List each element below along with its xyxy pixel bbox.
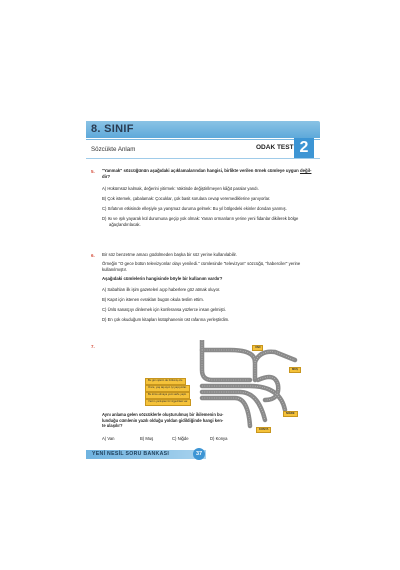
route-sentence-2[interactable]: Önce, yaş taş ayın iyi yapıyorlar. bbox=[145, 385, 190, 392]
question-7-option-d[interactable]: D) Konya bbox=[210, 436, 228, 441]
question-6-option-a[interactable]: A) Sabahları ilk işim gazeteleri açıp haberlere göz atmak oluyor. bbox=[102, 287, 221, 292]
footer-book-title: YENİ NESİL SORU BANKASI bbox=[92, 451, 170, 457]
question-5-option-a[interactable]: A) Hükümsüz kalmak, değerini yitirmek: Vaktinde değiştirilmeyen kâğıt paralar yandı. bbox=[102, 186, 259, 191]
question-6-number: 6. bbox=[91, 253, 95, 258]
question-6-line-2: Örneğin "O gece bütün televizyonlar olayı yeniledi." cümlesinde "televizyon" sözcüğü, "haberciler" yerine bbox=[102, 261, 301, 266]
question-6-option-b[interactable]: B) Kapıt için istenen evrakları bugün okula teslim ettim. bbox=[102, 297, 204, 302]
question-7-number: 7. bbox=[91, 344, 95, 349]
question-7-option-c[interactable]: C) Niğde bbox=[172, 436, 189, 441]
header-divider bbox=[86, 139, 320, 140]
question-5-option-d-cont: ağaçlandırılacak. bbox=[109, 222, 141, 227]
question-5-stem-emphasis: değil- bbox=[299, 168, 312, 173]
city-label-van: VAN bbox=[252, 345, 263, 351]
question-6-line-1: Bir söz benzetme amacı güdülmeden başka bir söz yerine kullanılabilir. bbox=[102, 252, 237, 257]
focus-test-number: 2 bbox=[294, 138, 314, 158]
route-sentence-1[interactable]: Bu gün işlerin de birikmiş olu. bbox=[145, 378, 186, 385]
city-label-mus: MUŞ bbox=[289, 367, 301, 373]
question-5-number: 5. bbox=[91, 169, 95, 174]
question-7-option-b[interactable]: B) Muş bbox=[140, 436, 154, 441]
question-6-option-c[interactable]: C) Ünlü sanatçıyı dinlemek için konferansa yüzlerce insan gelmişti. bbox=[102, 307, 226, 312]
question-5-option-c[interactable]: C) Sıfatının etkisinde elleşiyle ya yanşmaz duruma gelmek: Bu yıl bölgedeki ekinler dondan yanmış. bbox=[102, 206, 287, 211]
question-6-question: Aşağıdaki cümlelerin hangisinde böyle bir kullanım vardır? bbox=[102, 276, 223, 281]
question-6-line-3: kullanılmıştır. bbox=[102, 267, 128, 272]
question-7-stem-line-1: Aynı anlama gelen sözcüklerle oluşturulmuş bir ikilemenin bu- bbox=[102, 412, 224, 417]
question-6-option-d[interactable]: D) En çok okuduğum kitapları kütüphanenin üst rafarına yerleştirdim. bbox=[102, 317, 230, 322]
question-7-stem bbox=[102, 412, 247, 429]
rail-track-1 bbox=[202, 340, 250, 380]
question-5-stem-part1: "Yanmak" sözcüğünün aşağıdaki açıklamalarından hangisi, birlikte verilen örnek cümleye uygun bbox=[102, 168, 300, 173]
page-number-badge: 37 bbox=[193, 448, 205, 460]
city-label-konya: KONYA bbox=[256, 427, 271, 433]
route-sentence-3[interactable]: Bu kirce elmaya yeni sarfe yaptı. bbox=[145, 392, 190, 399]
route-sentence-4[interactable]: Yazım yanlıştan bir ilçgelzlasi var. bbox=[145, 399, 191, 406]
question-5-option-b[interactable]: B) Çok istemek, çabalamak: Çocuklar, çok basit sorulara cevap veremediklerine yanıyorlar. bbox=[102, 196, 271, 201]
question-5-stem-part2: dir? bbox=[102, 174, 111, 179]
subject-title: Sözcükte Anlam bbox=[91, 146, 136, 153]
question-7-option-a[interactable]: A) Van bbox=[102, 436, 115, 441]
city-label-nigde: NİĞDE bbox=[283, 411, 298, 417]
rail-track-3 bbox=[255, 352, 295, 362]
question-5-option-d[interactable]: D) Isı ve ışık yayarak kül durumuna geçip yok olmak: Yanan ormanların yerine yeni fidanlar dikilerek bölge bbox=[102, 216, 299, 221]
question-5-stem bbox=[102, 168, 317, 180]
rail-track-2 bbox=[202, 350, 255, 380]
subheader-divider bbox=[86, 158, 320, 159]
focus-test-label: ODAK TEST bbox=[256, 144, 294, 151]
question-7-stem-line-2: lunduğu cümlenin yazılı olduğu yoldan gidildiğinde hangi ken- bbox=[102, 417, 224, 423]
question-7-stem-line-3: te ulaşılır? bbox=[102, 423, 123, 429]
grade-title: 8. SINIF bbox=[91, 123, 134, 135]
